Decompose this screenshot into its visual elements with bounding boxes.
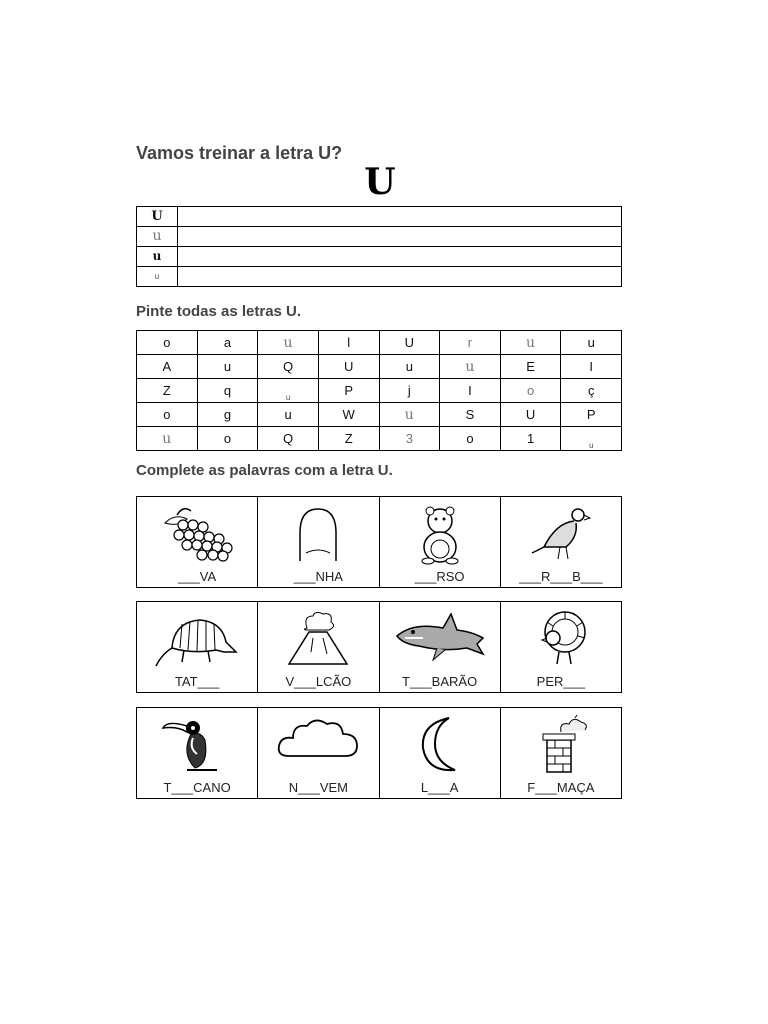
- word-blank[interactable]: PER___: [536, 674, 586, 689]
- grid-cell[interactable]: A: [137, 355, 198, 379]
- grid-cell[interactable]: U: [379, 331, 440, 355]
- word-blank[interactable]: T___CANO: [163, 780, 231, 795]
- grid-row: [137, 331, 622, 355]
- grid-row: [137, 427, 622, 451]
- grid-cell[interactable]: u: [500, 331, 561, 355]
- grid-cell[interactable]: u: [197, 355, 258, 379]
- grid-cell[interactable]: U: [500, 403, 561, 427]
- tracing-row: [137, 247, 622, 267]
- word-blank[interactable]: N___VEM: [288, 780, 348, 795]
- word-blank[interactable]: L___A: [420, 780, 459, 795]
- grid-cell[interactable]: P: [318, 379, 379, 403]
- grid-cell[interactable]: u: [440, 355, 501, 379]
- picture-cell: [258, 602, 379, 692]
- picture-cell: [137, 602, 258, 692]
- grid-cell[interactable]: u: [258, 379, 319, 403]
- tracing-row: [137, 227, 622, 247]
- grid-cell[interactable]: j: [379, 379, 440, 403]
- grid-cell[interactable]: 3: [379, 427, 440, 451]
- picture-cell: [380, 708, 501, 798]
- grid-cell[interactable]: W: [318, 403, 379, 427]
- grid-cell[interactable]: I: [440, 379, 501, 403]
- word-blank[interactable]: T___BARÃO: [402, 674, 478, 689]
- tracing-line[interactable]: [178, 227, 622, 247]
- word-blank[interactable]: ___NHA: [293, 569, 343, 584]
- grid-row: [137, 379, 622, 403]
- picture-cell: [137, 708, 258, 798]
- grid-cell[interactable]: S: [440, 403, 501, 427]
- word-blank[interactable]: F___MAÇA: [527, 780, 595, 795]
- grid-cell[interactable]: ç: [561, 379, 622, 403]
- grid-cell[interactable]: u: [258, 331, 319, 355]
- grid-cell[interactable]: P: [561, 403, 622, 427]
- grid-cell[interactable]: o: [137, 331, 198, 355]
- word-blank[interactable]: V___LCÃO: [285, 674, 352, 689]
- grid-cell[interactable]: o: [197, 427, 258, 451]
- page-title: Vamos treinar a letra U?: [136, 143, 343, 163]
- word-blank[interactable]: ___R___B___: [519, 569, 603, 584]
- picture-cell: [501, 708, 621, 798]
- paint-heading: Pinte todas as letras U.: [136, 303, 302, 320]
- picture-cell: [258, 708, 379, 798]
- grid-cell[interactable]: a: [197, 331, 258, 355]
- word-blank[interactable]: ___VA: [178, 569, 217, 584]
- tracing-label: u: [137, 267, 178, 287]
- grid-cell[interactable]: 1: [500, 427, 561, 451]
- grid-cell[interactable]: o: [137, 403, 198, 427]
- picture-cell: [501, 602, 621, 692]
- grid-cell[interactable]: Q: [258, 427, 319, 451]
- picture-cell: [137, 497, 258, 587]
- grid-cell[interactable]: Q: [258, 355, 319, 379]
- picture-cell: [380, 602, 501, 692]
- grid-cell[interactable]: o: [500, 379, 561, 403]
- grid-cell[interactable]: u: [258, 403, 319, 427]
- tracing-label: u: [137, 227, 178, 247]
- grid-cell[interactable]: u: [561, 427, 622, 451]
- complete-heading: Complete as palavras com a letra U.: [136, 462, 393, 479]
- tracing-row: [137, 267, 622, 287]
- word-blank[interactable]: ___RSO: [414, 569, 465, 584]
- picture-row: [136, 496, 622, 588]
- model-letter: U: [364, 161, 396, 203]
- grid-cell[interactable]: l: [318, 331, 379, 355]
- tracing-line[interactable]: [178, 207, 622, 227]
- grid-cell[interactable]: u: [379, 355, 440, 379]
- picture-cell: [258, 497, 379, 587]
- word-blank[interactable]: TAT___: [174, 674, 220, 689]
- picture-row: [136, 707, 622, 799]
- grid-cell[interactable]: g: [197, 403, 258, 427]
- grid-cell[interactable]: I: [561, 355, 622, 379]
- grid-cell[interactable]: u: [137, 427, 198, 451]
- picture-row: [136, 601, 622, 693]
- grid-cell[interactable]: r: [440, 331, 501, 355]
- grid-cell[interactable]: Z: [318, 427, 379, 451]
- grid-cell[interactable]: u: [561, 331, 622, 355]
- grid-cell[interactable]: q: [197, 379, 258, 403]
- tracing-line[interactable]: [178, 247, 622, 267]
- picture-cell: [501, 497, 621, 587]
- grid-cell[interactable]: E: [500, 355, 561, 379]
- grid-row: [137, 403, 622, 427]
- grid-cell[interactable]: o: [440, 427, 501, 451]
- tracing-label: U: [137, 207, 178, 227]
- letter-grid: [136, 330, 622, 451]
- grid-cell[interactable]: Z: [137, 379, 198, 403]
- tracing-line[interactable]: [178, 267, 622, 287]
- tracing-table: [136, 206, 622, 287]
- tracing-row: [137, 207, 622, 227]
- grid-cell[interactable]: u: [379, 403, 440, 427]
- picture-cell: [380, 497, 501, 587]
- tracing-label: u: [137, 247, 178, 267]
- grid-row: [137, 355, 622, 379]
- grid-cell[interactable]: U: [318, 355, 379, 379]
